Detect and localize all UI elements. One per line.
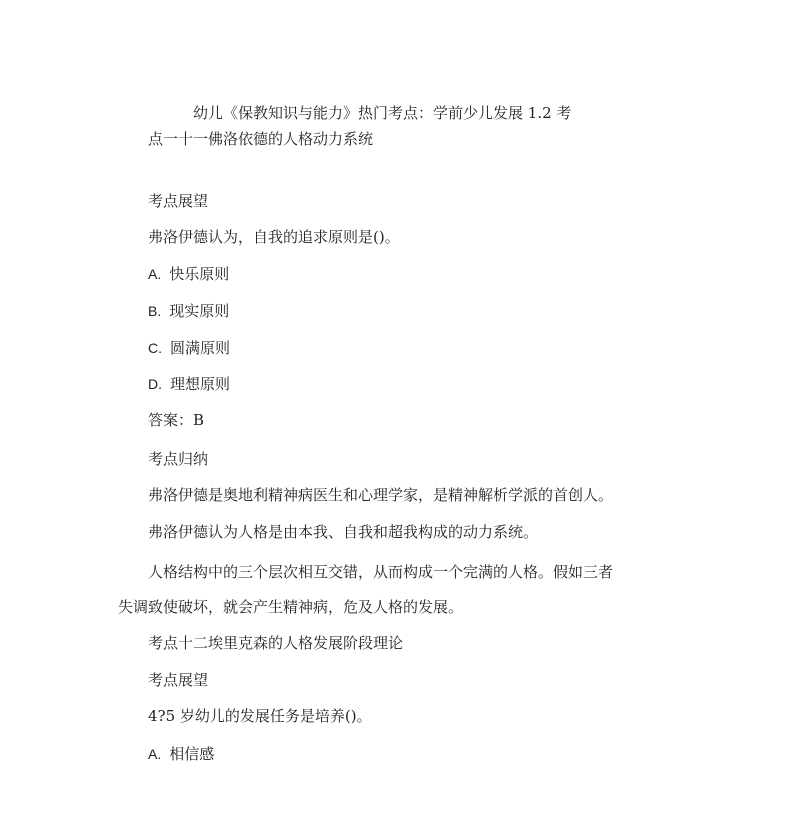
option-letter: A. — [148, 266, 162, 282]
summary-paragraph-1: 弗洛伊德是奥地利精神病医生和心理学家，是精神解析学派的首创人。 — [148, 486, 614, 504]
option-letter: C. — [148, 340, 162, 356]
option-text: 相信感 — [169, 745, 215, 763]
summary-paragraph-2: 弗洛伊德认为人格是由本我、自我和超我构成的动力系统。 — [148, 523, 539, 541]
option-letter: B. — [148, 303, 162, 319]
summary-paragraph-3-line-1: 人格结构中的三个层次相互交错，从而构成一个完满的人格。假如三者 — [148, 563, 614, 581]
option-text: 理想原则 — [170, 375, 231, 393]
section2-question: 4?5 岁幼儿的发展任务是培养()。 — [148, 707, 372, 725]
section1-option-d — [148, 374, 230, 394]
option-text: 快乐原则 — [169, 265, 230, 283]
section1-option-b — [148, 301, 229, 321]
section2-option-a — [148, 744, 214, 764]
option-letter: D. — [148, 376, 162, 392]
option-letter: A. — [148, 746, 162, 762]
section1-option-c — [148, 338, 230, 358]
section1-question: 弗洛伊德认为，自我的追求原则是()。 — [148, 228, 400, 246]
section1-heading-summary: 考点归纳 — [148, 450, 209, 468]
section1-answer: 答案：B — [148, 411, 205, 429]
section1-option-a — [148, 264, 229, 284]
summary-paragraph-3-line-2: 失调致使破坏，就会产生精神病，危及人格的发展。 — [118, 598, 464, 616]
document-title-line-1: 幼儿《保教知识与能力》热门考点：学前少儿发展 1.2 考 — [193, 104, 572, 122]
option-text: 圆满原则 — [170, 339, 231, 357]
section1-heading-outlook: 考点展望 — [148, 192, 209, 210]
section2-title: 考点十二埃里克森的人格发展阶段理论 — [148, 634, 404, 652]
document-title-line-2: 点一十一佛洛依德的人格动力系统 — [148, 130, 374, 148]
option-text: 现实原则 — [169, 302, 230, 320]
section2-heading-outlook: 考点展望 — [148, 671, 209, 689]
